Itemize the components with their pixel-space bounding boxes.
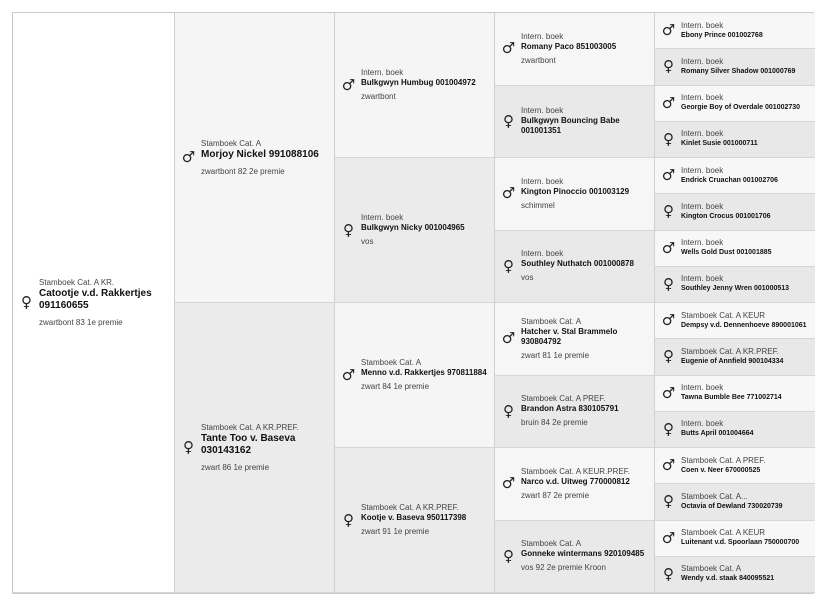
horse-name-link[interactable]: Kootje v. Baseva 950117398 [361,513,467,522]
registry-label: Stamboek Cat. A KR.PREF. [201,422,299,432]
horse-name-link[interactable]: Tawna Bumble Bee 771002714 [681,394,782,402]
ancestor-cell[interactable] [174,13,334,303]
horse-details: vos [361,237,374,246]
horse-name-link[interactable]: Dempsy v.d. Dennenhoeve 890001061 [681,321,807,329]
horse-info [521,394,619,428]
registry-label: Stamboek Cat. A [201,138,262,148]
horse-name-link[interactable]: Kington Crocus 001001706 [681,212,771,220]
horse-info [681,21,763,41]
ancestor-cell[interactable] [654,122,815,158]
registry-label: Stamboek Cat. A [681,564,742,574]
female-symbol-icon: ♀ [343,510,354,529]
horse-name-link[interactable]: Georgie Boy of Overdale 001002730 [681,104,801,112]
horse-info [521,317,650,361]
horse-info [521,249,634,283]
female-symbol-icon: ♀ [663,57,674,76]
registry-label: Intern. boek [681,20,724,30]
horse-info [361,213,465,247]
horse-name-link[interactable]: Tante Too v. Baseva 030143162 [201,432,296,456]
ancestor-cell[interactable] [654,267,815,303]
horse-name-link[interactable]: Romany Silver Shadow 001000769 [681,67,796,75]
horse-info [681,383,782,403]
horse-info [361,68,476,102]
ancestor-cell[interactable] [654,448,815,484]
male-symbol-icon: ♂ [661,456,676,475]
ancestor-cell[interactable] [654,376,815,412]
horse-details: zwart 81 1e premie [521,350,590,360]
horse-info [681,274,789,294]
ancestor-cell[interactable] [654,49,815,85]
horse-name-link[interactable]: Brandon Astra 830105791 [521,404,619,414]
horse-name-link[interactable]: Southley Jenny Wren 001000513 [681,285,790,293]
horse-info [681,57,795,77]
horse-details: vos 92 2e premie Kroon [521,563,606,573]
horse-details: zwart 91 1e premie [361,527,430,536]
ancestor-cell[interactable] [494,521,654,594]
horse-info [361,503,466,537]
horse-details: zwart 84 1e premie [361,382,430,391]
horse-info [681,528,799,548]
registry-label: Stamboek Cat. A KR.PREF. [361,503,459,512]
male-symbol-icon: ♂ [661,93,676,112]
registry-label: Intern. boek [681,419,724,429]
ancestor-cell[interactable] [654,303,815,339]
female-symbol-icon: ♀ [663,202,674,221]
registry-label: Intern. boek [521,31,564,41]
female-symbol-icon: ♀ [343,220,354,239]
horse-details: bruin 84 2e premie [521,418,588,428]
ancestor-cell[interactable] [494,303,654,376]
female-symbol-icon: ♀ [183,438,194,456]
horse-info [521,106,650,136]
registry-label: Stamboek Cat. A... [681,491,748,501]
male-symbol-icon: ♂ [501,39,516,58]
horse-name-link[interactable]: Bulkgwyn Bouncing Babe 001001351 [521,116,620,136]
horse-details: zwartbont [521,55,556,65]
horse-info [361,358,487,392]
horse-name-link[interactable]: Menno v.d. Rakkertjes 970811884 [361,368,487,377]
horse-info [681,238,772,258]
horse-info [681,129,758,149]
horse-info [39,278,170,328]
male-symbol-icon: ♂ [661,528,676,547]
horse-info [681,166,778,186]
registry-label: Intern. boek [361,68,404,77]
horse-name-link[interactable]: Catootje v.d. Rakkertjes 091160655 [39,287,152,311]
registry-label: Intern. boek [681,274,724,284]
ancestor-cell[interactable] [654,86,815,122]
female-symbol-icon: ♀ [663,129,674,148]
male-symbol-icon: ♂ [661,311,676,330]
male-symbol-icon: ♂ [661,21,676,40]
horse-details: zwartbont [361,92,396,101]
horse-name-link[interactable]: Luitenant v.d. Spoorlaan 750000700 [681,539,800,547]
horse-name-link[interactable]: Bulkgwyn Nicky 001004965 [361,223,465,232]
ancestor-cell[interactable] [654,339,815,375]
horse-details: schimmel [521,200,555,210]
female-symbol-icon: ♀ [663,274,674,293]
horse-info [681,456,765,476]
registry-label: Intern. boek [681,238,724,248]
horse-details: zwartbont 83 1e premie [39,317,123,327]
horse-info [521,539,644,573]
male-symbol-icon: ♂ [661,238,676,257]
registry-label: Stamboek Cat. A KR. [39,277,115,287]
ancestor-cell[interactable] [334,13,494,158]
ancestor-cell[interactable] [494,448,654,521]
registry-label: Intern. boek [681,129,724,139]
registry-label: Intern. boek [521,106,564,116]
horse-name-link[interactable]: Southley Nuthatch 001000878 [521,259,634,269]
male-symbol-icon: ♂ [341,75,356,94]
horse-name-link[interactable]: Romany Paco 851003005 [521,41,617,51]
horse-name-link[interactable]: Octavia of Dewland 730020739 [681,502,783,510]
registry-label: Intern. boek [521,249,564,259]
female-symbol-icon: ♀ [503,546,514,565]
horse-info [681,202,770,222]
ancestor-cell[interactable] [334,303,494,448]
male-symbol-icon: ♂ [661,383,676,402]
ancestor-cell[interactable] [654,412,815,448]
male-symbol-icon: ♂ [501,329,516,348]
ancestor-cell[interactable] [654,158,815,194]
registry-label: Intern. boek [681,165,724,175]
male-symbol-icon: ♂ [181,148,196,166]
ancestor-cell[interactable] [654,521,815,557]
horse-name-link[interactable]: Coen v. Neer 670000525 [681,466,761,474]
ancestor-cell[interactable] [494,13,654,86]
pedigree-table [12,12,814,594]
horse-details: zwartbont 82 2e premie [201,166,285,176]
registry-label: Stamboek Cat. A KEUR.PREF. [521,466,630,476]
registry-label: Stamboek Cat. A KEUR [681,528,766,538]
horse-info [201,423,330,473]
registry-label: Intern. boek [361,213,404,222]
registry-label: Intern. boek [681,93,724,103]
registry-label: Stamboek Cat. A PREF. [521,394,606,404]
female-symbol-icon: ♀ [503,256,514,275]
registry-label: Stamboek Cat. A KR.PREF. [681,346,779,356]
ancestor-cell[interactable] [174,303,334,593]
ancestor-cell[interactable] [654,13,815,49]
registry-label: Stamboek Cat. A KEUR [681,310,766,320]
ancestor-cell[interactable] [494,158,654,231]
subject-cell[interactable] [13,13,174,593]
male-symbol-icon: ♂ [501,184,516,203]
horse-info [681,492,783,512]
horse-name-link[interactable]: Morjoy Nickel 991088106 [201,148,319,160]
male-symbol-icon: ♂ [341,365,356,384]
horse-details: zwart 87 2e premie [521,490,590,500]
horse-info [201,139,319,177]
horse-info [521,32,616,66]
male-symbol-icon: ♂ [501,474,516,493]
horse-details: vos [521,273,534,283]
horse-info [521,467,630,501]
ancestor-cell[interactable] [494,376,654,449]
horse-name-link[interactable]: Narco v.d. Uitweg 770000812 [521,476,630,486]
female-symbol-icon: ♀ [663,419,674,438]
horse-name-link[interactable]: Wells Gold Dust 001001885 [681,249,772,257]
female-symbol-icon: ♀ [663,492,674,511]
female-symbol-icon: ♀ [503,111,514,130]
horse-name-link[interactable]: Ebony Prince 001002768 [681,31,763,39]
ancestor-cell[interactable] [494,231,654,304]
horse-details: zwart 86 1e premie [201,462,270,472]
female-symbol-icon: ♀ [503,401,514,420]
horse-name-link[interactable]: Kinlet Susie 001000711 [681,140,758,148]
ancestor-cell[interactable] [494,86,654,159]
horse-info [681,347,783,367]
female-symbol-icon: ♀ [663,347,674,366]
horse-name-link[interactable]: Bulkgwyn Humbug 001004972 [361,78,476,87]
horse-name-link[interactable]: Wendy v.d. staak 840095521 [681,575,775,583]
horse-info [681,419,754,439]
horse-name-link[interactable]: Kington Pinoccio 001003129 [521,186,630,196]
registry-label: Stamboek Cat. A [361,358,422,367]
ancestor-cell[interactable] [654,557,815,593]
horse-name-link[interactable]: Eugenie of Annfield 900104334 [681,357,784,365]
horse-info [681,93,800,113]
horse-name-link[interactable]: Gonneke wintermans 920109485 [521,549,645,559]
registry-label: Intern. boek [681,201,724,211]
ancestor-cell[interactable] [334,448,494,593]
ancestor-cell[interactable] [654,194,815,230]
registry-label: Intern. boek [681,383,724,393]
horse-info [681,564,774,584]
ancestor-cell[interactable] [654,231,815,267]
horse-name-link[interactable]: Endrick Cruachan 001002706 [681,176,778,184]
female-symbol-icon: ♀ [21,293,32,311]
horse-info [681,311,807,331]
horse-name-link[interactable]: Butts April 001004664 [681,430,754,438]
registry-label: Intern. boek [521,176,564,186]
horse-info [521,177,629,211]
registry-label: Intern. boek [681,56,724,66]
horse-name-link[interactable]: Hatcher v. Stal Brammelo 930804792 [521,326,618,346]
female-symbol-icon: ♀ [663,564,674,583]
male-symbol-icon: ♂ [661,166,676,185]
ancestor-cell[interactable] [654,484,815,520]
registry-label: Stamboek Cat. A PREF. [681,455,766,465]
registry-label: Stamboek Cat. A [521,316,582,326]
ancestor-cell[interactable] [334,158,494,303]
registry-label: Stamboek Cat. A [521,539,582,549]
